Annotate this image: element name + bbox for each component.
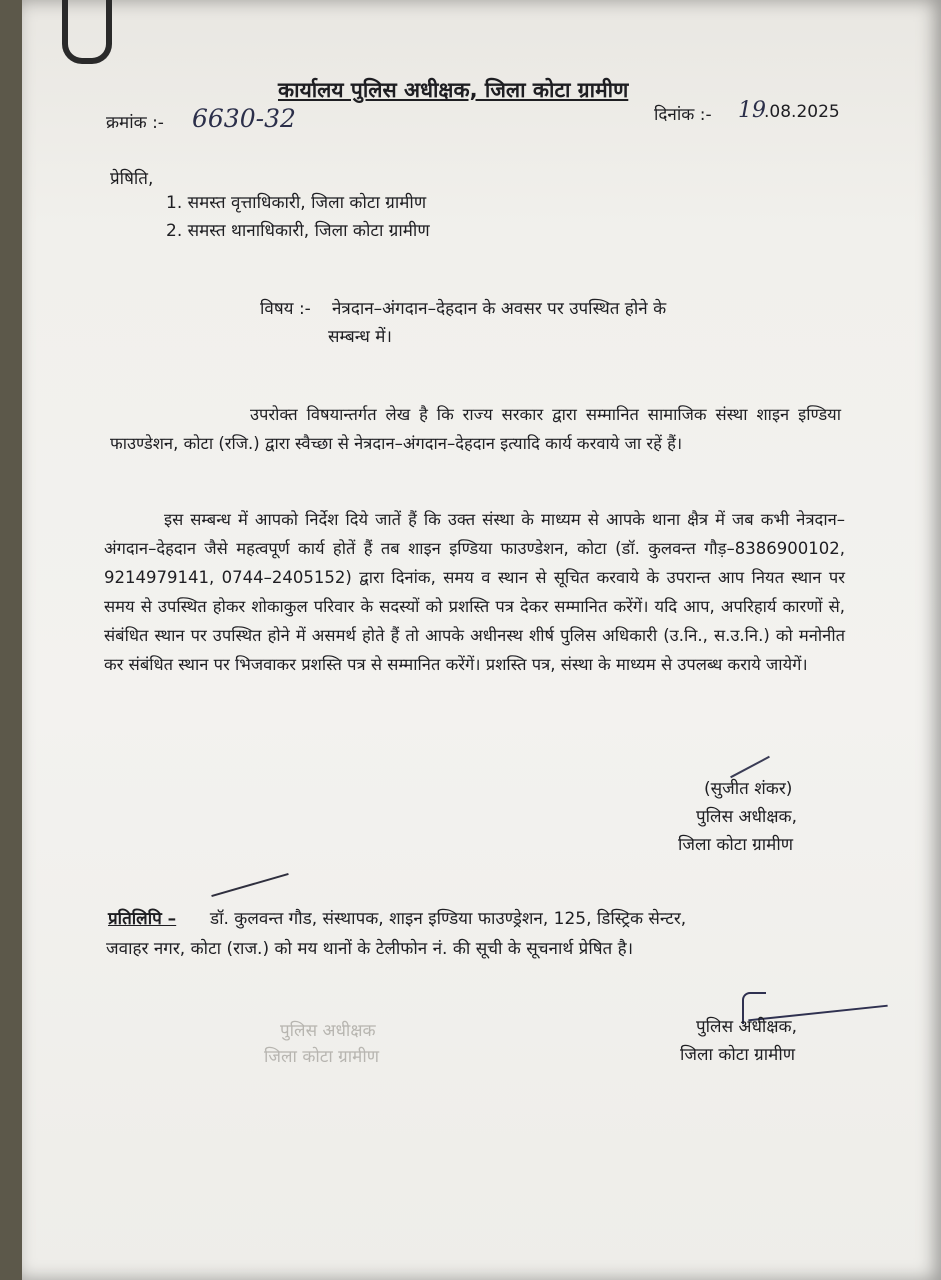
addressee-item: 1. समस्त वृत्ताधिकारी, जिला कोटा ग्रामीण	[166, 193, 427, 213]
reference-number-handwritten: 6630-32	[192, 104, 296, 133]
office-heading: कार्यालय पुलिस अधीक्षक, जिला कोटा ग्रामीण	[278, 78, 629, 102]
date-day-handwritten: 19	[738, 98, 766, 123]
addressees-label: प्रेषिति,	[110, 169, 154, 189]
copy-to-line-2: जवाहर नगर, कोटा (राज.) को मय थानों के टेलीफोन नं. की सूची के सूचनार्थ प्रेषित है।	[106, 939, 634, 959]
addressee-item: 2. समस्त थानाधिकारी, जिला कोटा ग्रामीण	[166, 221, 430, 241]
binder-clip	[62, 0, 112, 64]
signatory-name: (सुजीत शंकर)	[704, 779, 793, 799]
body-paragraph-1: उपरोक्त विषयान्तर्गत लेख है कि राज्य सरकार द्वारा सम्मानित सामाजिक संस्था शाइन इण्डिया फाउण्डेशन, कोटा (रजि.) द्वारा स्वैच्छा से नेत्रदान–अंगदान–देहदान इत्यादि कार्य करवाये जा रहें हैं।	[110, 405, 841, 453]
subject-line-1: नेत्रदान–अंगदान–देहदान के अवसर पर उपस्थित होने के	[332, 299, 667, 319]
reference-number-label: क्रमांक :-	[106, 113, 164, 133]
second-signatory-place: जिला कोटा ग्रामीण	[680, 1045, 796, 1065]
handwritten-stroke	[211, 873, 288, 897]
bleed-through-text: जिला कोटा ग्रामीण	[264, 1047, 380, 1067]
copy-to-label: प्रतिलिपि –	[108, 909, 177, 929]
second-signatory-title: पुलिस अधीक्षक,	[696, 1017, 797, 1037]
date-month-year: .08.2025	[764, 102, 840, 122]
bleed-through-text: पुलिस अधीक्षक	[280, 1021, 376, 1041]
signatory-title: पुलिस अधीक्षक,	[696, 807, 797, 827]
copy-to-line-1: डॉ. कुलवन्त गौड, संस्थापक, शाइन इण्डिया फाउण्ड्रेशन, 125, डिस्ट्रिक सेन्टर,	[210, 909, 687, 929]
letter-page	[22, 0, 941, 1280]
subject-label: विषय :-	[260, 299, 311, 319]
body-paragraph-2: इस सम्बन्ध में आपको निर्देश दिये जातें हैं कि उक्त संस्था के माध्यम से आपके थाना क्षैत्र में जब कभी नेत्रदान–अंगदान–देहदान जैसे महत्वपूर्ण कार्य होतें हैं तब शाइन इण्डिया फाउण्डेशन, कोटा (डॉ. कुलवन्त गौड़–8386900102, 9214979141, 0744–2405152) द्वारा दिनांक, समय व स्थान से सूचित करवाये के उपरान्त आप नियत स्थान पर समय से उपस्थित होकर शोकाकुल परिवार के सदस्यों को प्रशस्ति पत्र देकर सम्मानित करेंगें। यदि आप, अपरिहार्य कारणों से, संबंधित स्थान पर उपस्थित होने में असमर्थ होते हैं तो आपके अधीनस्थ शीर्ष पुलिस अधिकारी (उ.नि., स.उ.नि.) को मनोनीत कर संबंधित स्थान पर भिजवाकर प्रशस्ति पत्र से सम्मानित करेंगें। प्रशस्ति पत्र, संस्था के माध्यम से उपलब्ध कराये जायेगें।	[104, 510, 845, 674]
date-label: दिनांक :-	[654, 105, 712, 125]
signatory-place: जिला कोटा ग्रामीण	[678, 835, 794, 855]
subject-line-2: सम्बन्ध में।	[328, 327, 392, 347]
